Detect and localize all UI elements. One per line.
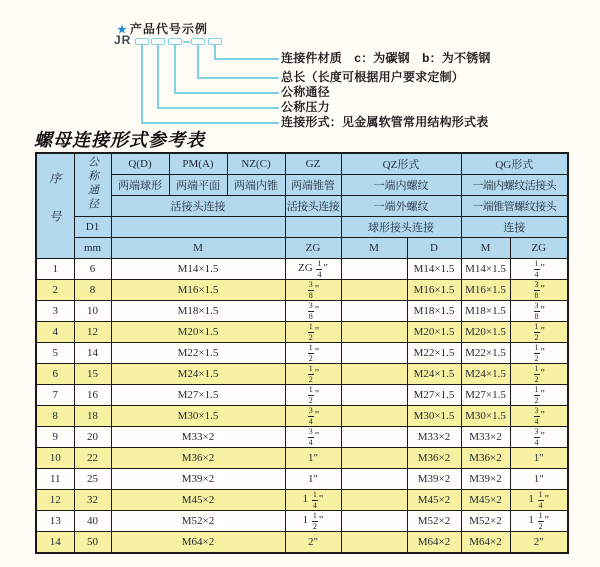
table-cell xyxy=(341,259,407,280)
table-cell: M16×1.5 xyxy=(111,280,285,301)
table-cell: M24×1.5 xyxy=(461,364,510,385)
table-cell: M33×2 xyxy=(461,427,510,448)
table-cell: M36×2 xyxy=(407,448,461,469)
table-cell: 1 $\frac{1}{4}$ " xyxy=(285,490,341,511)
table-cell xyxy=(341,469,407,490)
header-conn-gz: 活接头连接 xyxy=(285,196,341,217)
table-cell: M30×1.5 xyxy=(111,406,285,427)
table-cell: 12 xyxy=(74,322,111,343)
table-cell: $\frac{3}{4}$ " xyxy=(510,427,568,448)
table-cell: 14 xyxy=(36,532,74,554)
table-cell xyxy=(341,364,407,385)
header-dn xyxy=(74,153,111,217)
header-group-nzc: NZ(C) xyxy=(227,153,285,175)
table-row xyxy=(36,322,568,343)
table-cell: M39×2 xyxy=(111,469,285,490)
table-cell: 1" xyxy=(510,469,568,490)
header-form-pma: 两端平面 xyxy=(169,175,227,196)
diagram-title-text: 产品代号示例 xyxy=(129,22,208,36)
header-dn-label: 公称通径 xyxy=(86,155,99,212)
table-cell: 4 xyxy=(36,322,74,343)
table-cell: M39×2 xyxy=(407,469,461,490)
table-cell: M14×1.5 xyxy=(407,259,461,280)
table-cell xyxy=(341,406,407,427)
header-unit-zg2: ZG xyxy=(510,238,568,259)
table-row xyxy=(36,490,568,511)
table-cell xyxy=(341,532,407,554)
header-unit-d: D xyxy=(407,238,461,259)
table-cell xyxy=(341,322,407,343)
table-cell: 1" xyxy=(285,469,341,490)
table-cell: $\frac{1}{2}$ " xyxy=(285,343,341,364)
table-cell: M27×1.5 xyxy=(407,385,461,406)
header-form-nzc: 两端内锥 xyxy=(227,175,285,196)
table-cell: 10 xyxy=(36,448,74,469)
table-row xyxy=(36,511,568,532)
header-unit-m1: M xyxy=(111,238,285,259)
table-cell: 16 xyxy=(74,385,111,406)
table-cell: M36×2 xyxy=(461,448,510,469)
table-cell xyxy=(341,343,407,364)
table-cell xyxy=(341,385,407,406)
header-d1: D1 xyxy=(74,217,111,238)
header-form-gz: 两端锥管 xyxy=(285,175,341,196)
table-cell: 32 xyxy=(74,490,111,511)
header-conn2-qg: 连接 xyxy=(461,217,568,238)
table-cell: $\frac{1}{2}$ " xyxy=(510,385,568,406)
table-cell: $\frac{1}{2}$ " xyxy=(510,364,568,385)
header-conn2-qz: 球形接头连接 xyxy=(341,217,461,238)
table-cell: $\frac{1}{2}$ " xyxy=(285,322,341,343)
table-cell: $\frac{3}{8}$ " xyxy=(510,301,568,322)
header-blank-gz xyxy=(285,217,341,238)
code-prefix: JR xyxy=(114,33,132,47)
table-title: 螺母连接形式参考表 xyxy=(34,130,205,150)
header-conn-union: 活接头连接 xyxy=(111,196,285,217)
header-blank-m xyxy=(111,217,285,238)
table-cell: M20×1.5 xyxy=(407,322,461,343)
label-length: 总长（长度可根据用户要求定制） xyxy=(281,70,465,84)
code-box-4 xyxy=(191,38,205,45)
table-cell: 7 xyxy=(36,385,74,406)
table-row xyxy=(36,280,568,301)
table-row xyxy=(36,427,568,448)
header-unit-zg1: ZG xyxy=(285,238,341,259)
table-cell: $\frac{3}{4}$ " xyxy=(285,427,341,448)
table-cell xyxy=(341,511,407,532)
label-pressure: 公称压力 xyxy=(281,100,330,114)
header-form-qd: 两端球形 xyxy=(111,175,169,196)
table-cell: M22×1.5 xyxy=(461,343,510,364)
table-cell: M45×2 xyxy=(461,490,510,511)
table-cell: M20×1.5 xyxy=(111,322,285,343)
table-cell xyxy=(341,427,407,448)
table-cell: M45×2 xyxy=(111,490,285,511)
table-cell: M52×2 xyxy=(461,511,510,532)
table-cell: $\frac{1}{2}$ " xyxy=(285,364,341,385)
table-cell: 2 xyxy=(36,280,74,301)
table-cell: M52×2 xyxy=(407,511,461,532)
nut-connection-table xyxy=(35,152,569,554)
table-row xyxy=(36,406,568,427)
table-cell xyxy=(341,490,407,511)
table-cell: M18×1.5 xyxy=(111,301,285,322)
table-cell: 8 xyxy=(74,280,111,301)
table-cell: $\frac{1}{2}$ " xyxy=(510,343,568,364)
table-cell: $\frac{3}{4}$ " xyxy=(510,406,568,427)
label-material: 连接件材质 c：为碳钢 b：为不锈钢 xyxy=(281,51,491,65)
table-cell: 10 xyxy=(74,301,111,322)
table-cell: M18×1.5 xyxy=(407,301,461,322)
table-cell: $\frac{1}{2}$ " xyxy=(510,322,568,343)
table-cell: M33×2 xyxy=(111,427,285,448)
table-cell: M27×1.5 xyxy=(111,385,285,406)
table-cell: M30×1.5 xyxy=(461,406,510,427)
table-cell: M36×2 xyxy=(111,448,285,469)
header-form-qz: 一端内螺纹 xyxy=(341,175,461,196)
table-cell: 1" xyxy=(285,448,341,469)
table-cell: M16×1.5 xyxy=(407,280,461,301)
table-cell: M64×2 xyxy=(407,532,461,554)
table-cell: M22×1.5 xyxy=(407,343,461,364)
table-row xyxy=(36,532,568,554)
table-cell: M64×2 xyxy=(461,532,510,554)
table-cell: 20 xyxy=(74,427,111,448)
table-cell: M64×2 xyxy=(111,532,285,554)
code-box-2 xyxy=(151,38,165,45)
table-cell: 13 xyxy=(36,511,74,532)
label-diameter: 公称通径 xyxy=(281,85,330,99)
table-cell: 1 $\frac{1}{2}$ " xyxy=(510,511,568,532)
table-cell: M18×1.5 xyxy=(461,301,510,322)
table-cell xyxy=(341,280,407,301)
code-box-1 xyxy=(135,38,149,45)
table-cell: M33×2 xyxy=(407,427,461,448)
table-cell: M14×1.5 xyxy=(461,259,510,280)
table-cell: 9 xyxy=(36,427,74,448)
header-unit-m3: M xyxy=(461,238,510,259)
table-body xyxy=(36,259,568,554)
header-group-qg: QG形式 xyxy=(461,153,568,175)
table-cell: M22×1.5 xyxy=(111,343,285,364)
label-connection: 连接形式：见金属软管常用结构形式表 xyxy=(281,115,489,129)
table-cell: $\frac{3}{4}$ " xyxy=(285,406,341,427)
table-cell: 2" xyxy=(285,532,341,554)
table-cell: M16×1.5 xyxy=(461,280,510,301)
table-row xyxy=(36,343,568,364)
table-cell: 1 xyxy=(36,259,74,280)
table-cell: M20×1.5 xyxy=(461,322,510,343)
table-cell: $\frac{3}{8}$ " xyxy=(285,301,341,322)
table-cell: 11 xyxy=(36,469,74,490)
table-cell: 6 xyxy=(74,259,111,280)
table-cell: $\frac{3}{8}$ " xyxy=(285,280,341,301)
table-row xyxy=(36,364,568,385)
header-form-qg: 一端内螺纹活接头 xyxy=(461,175,568,196)
table-cell xyxy=(341,448,407,469)
star-icon: ★ xyxy=(117,24,128,36)
table-row xyxy=(36,469,568,490)
table-cell: 3 xyxy=(36,301,74,322)
callout-line-connection xyxy=(141,45,279,124)
header-seq xyxy=(36,153,74,259)
header-mm: mm xyxy=(74,238,111,259)
table-cell: M14×1.5 xyxy=(111,259,285,280)
table-cell: 2" xyxy=(510,532,568,554)
table-cell: M52×2 xyxy=(111,511,285,532)
table-cell: ZG $\frac{1}{4}$ " xyxy=(285,259,341,280)
table-cell: 8 xyxy=(36,406,74,427)
header-seq-label: 序号 xyxy=(47,171,62,248)
code-box-3 xyxy=(168,38,182,45)
header-group-gz: GZ xyxy=(285,153,341,175)
header-group-pma: PM(A) xyxy=(169,153,227,175)
table-cell: 25 xyxy=(74,469,111,490)
table-cell: 18 xyxy=(74,406,111,427)
table-row xyxy=(36,385,568,406)
table-cell: 1 $\frac{1}{4}$ " xyxy=(510,490,568,511)
table-cell: M39×2 xyxy=(461,469,510,490)
table-cell: 50 xyxy=(74,532,111,554)
header-group-qz: QZ形式 xyxy=(341,153,461,175)
table-cell: $\frac{1}{4}$ " xyxy=(510,259,568,280)
table-cell: 15 xyxy=(74,364,111,385)
table-cell xyxy=(341,301,407,322)
table-row xyxy=(36,301,568,322)
table-cell: 40 xyxy=(74,511,111,532)
table-cell: 1" xyxy=(510,448,568,469)
table-cell: $\frac{1}{2}$ " xyxy=(285,385,341,406)
table-cell: 14 xyxy=(74,343,111,364)
table-cell: 12 xyxy=(36,490,74,511)
table-cell: M45×2 xyxy=(407,490,461,511)
table-cell: 6 xyxy=(36,364,74,385)
table-cell: M27×1.5 xyxy=(461,385,510,406)
header-conn-qz: 一端外螺纹 xyxy=(341,196,461,217)
table-cell: 22 xyxy=(74,448,111,469)
table-header xyxy=(36,153,568,259)
code-box-5 xyxy=(208,38,222,45)
table-row xyxy=(36,259,568,280)
header-group-qd: Q(D) xyxy=(111,153,169,175)
header-unit-m2: M xyxy=(341,238,407,259)
table-cell: M24×1.5 xyxy=(111,364,285,385)
code-dash xyxy=(183,41,190,43)
table-cell: M30×1.5 xyxy=(407,406,461,427)
table-cell: 1 $\frac{1}{2}$ " xyxy=(285,511,341,532)
table-cell: M24×1.5 xyxy=(407,364,461,385)
table-cell: $\frac{3}{8}$ " xyxy=(510,280,568,301)
table-row xyxy=(36,448,568,469)
table-cell: 5 xyxy=(36,343,74,364)
header-conn-qg: 一端锥管螺纹接头 xyxy=(461,196,568,217)
